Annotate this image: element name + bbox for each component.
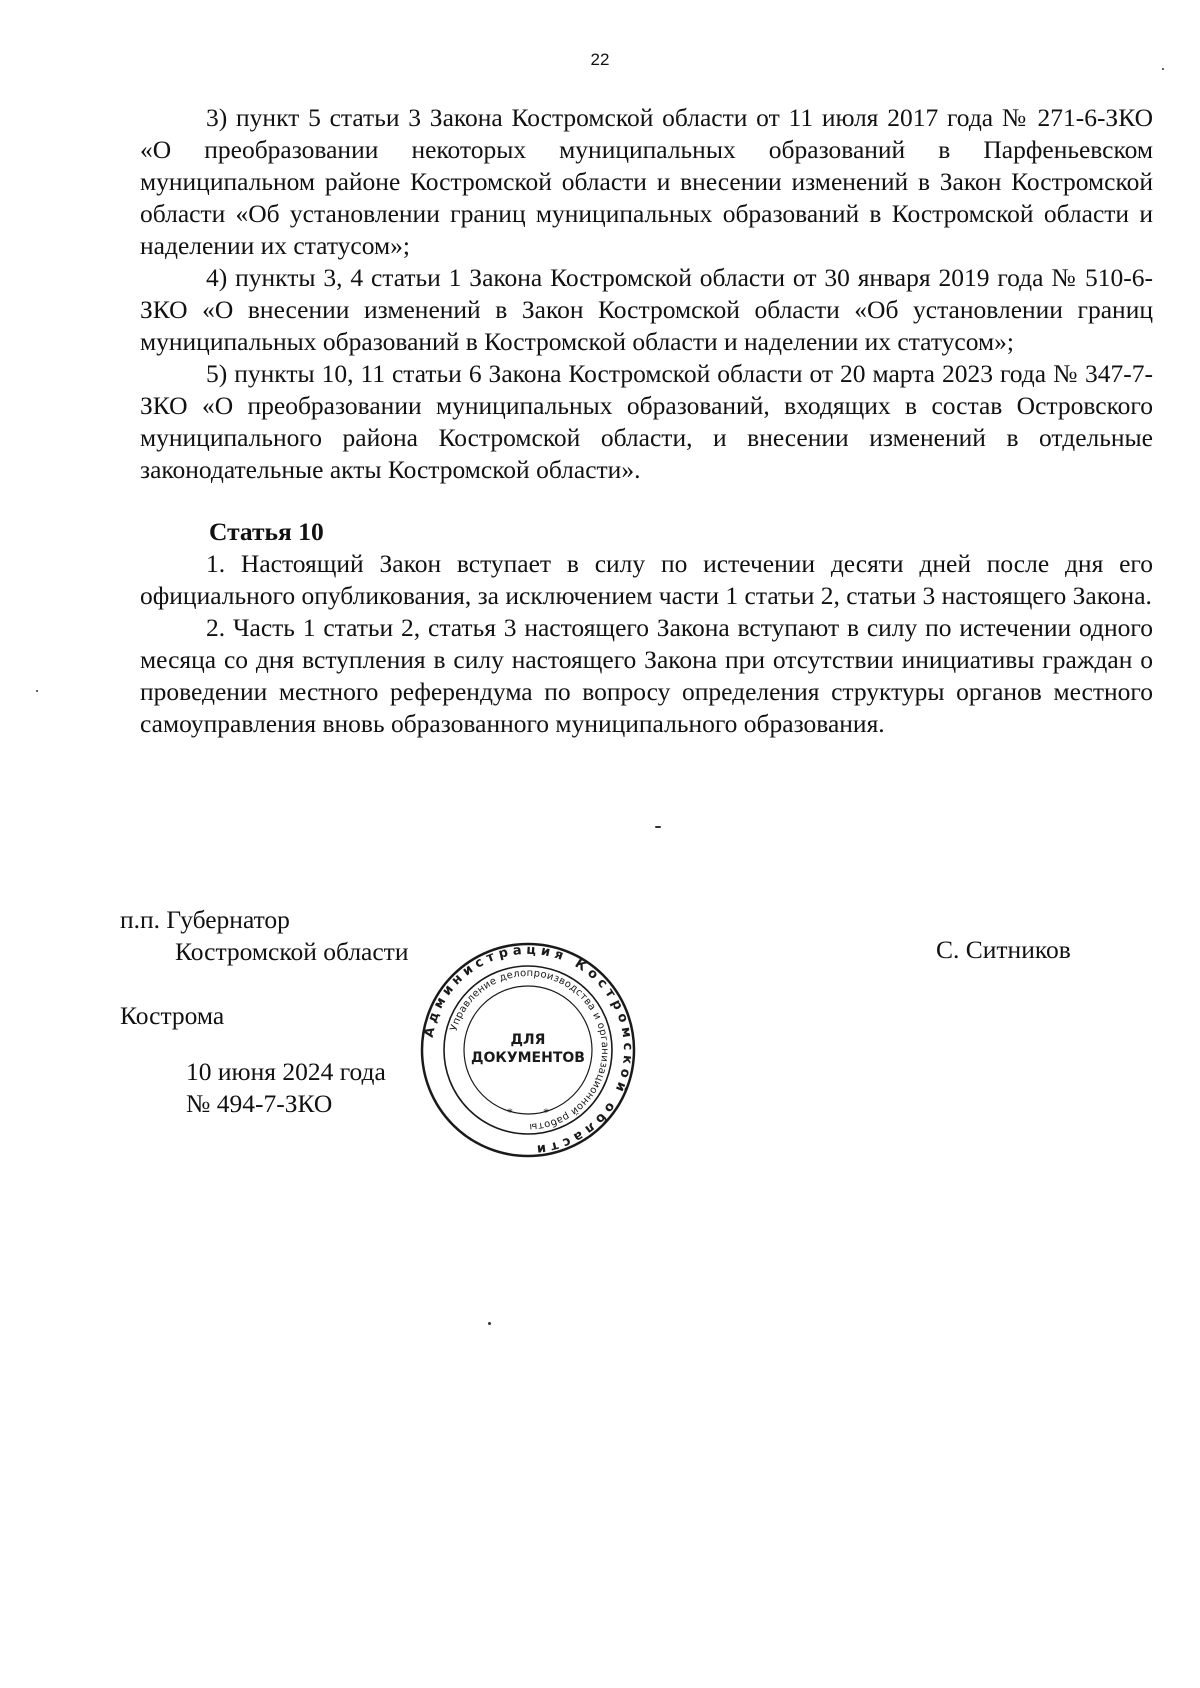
signature-position-line1: п.п. Губернатор [120, 905, 290, 934]
signer-name: С. Ситников [936, 935, 1071, 964]
seal-inner-text: Управление делопроизводства и организационной работы [448, 967, 611, 1133]
signature-position-line2: Костромской области [175, 937, 409, 966]
seal-center-line1: ДЛЯ [510, 1032, 546, 1048]
list-item: 3) пункт 5 статьи 3 Закона Костромской области от 11 июля 2017 года № 271-6-ЗКО «О преобразовании некоторых муниципальных образований в Парфеньевском муниципальном районе Костромской области и внесении изменений в Закон Костромской области «Об установлении границ муниципальных образований в Костромской области и наделении их статусом»; [140, 103, 1153, 260]
seal-star-icon: * [543, 1105, 549, 1119]
scan-speck [488, 1322, 491, 1325]
law-number: № 494-7-ЗКО [186, 1089, 333, 1118]
scan-speck [1162, 68, 1164, 70]
scan-speck [655, 826, 661, 828]
article-paragraph: 2. Часть 1 статьи 2, статья 3 настоящего Закона вступают в силу по истечении одного месяца со дня вступления в силу настоящего Закона при отсутствии инициативы граждан о проведении местного референдума по вопросу определения структуры органов местного самоуправления вновь образованного муниципального образования. [140, 613, 1153, 738]
article-paragraph: 1. Настоящий Закон вступает в силу по истечении десяти дней после дня его официального опубликования, за исключением части 1 статьи 2, статьи 3 настоящего Закона. [140, 549, 1153, 610]
list-item: 4) пункты 3, 4 статьи 1 Закона Костромской области от 30 января 2019 года № 510-6-ЗКО «О внесении изменений в Закон Костромской области «Об установлении границ муниципальных образований в Костромской области и наделении их статусом»; [140, 263, 1153, 356]
signature-date: 10 июня 2024 года [186, 1057, 386, 1086]
official-seal [418, 940, 638, 1160]
seal-center-line2: ДОКУМЕНТОВ [471, 1050, 585, 1066]
seal-outer-text: Администрация Костромской области [421, 942, 636, 1158]
article-heading: Статья 10 [209, 517, 324, 546]
page-number: 22 [590, 50, 610, 69]
scan-speck [36, 690, 38, 692]
seal-star-icon: * [507, 1105, 513, 1119]
list-item: 5) пункты 10, 11 статьи 6 Закона Костромской области от 20 марта 2023 года № 347-7-ЗКО «О преобразовании муниципальных образований, входящих в состав Островского муниципального района Костромской области, и внесении изменений в отдельные законодательные акты Костромской области». [140, 359, 1153, 484]
signature-city: Кострома [120, 1001, 225, 1030]
document-body [140, 102, 1153, 740]
